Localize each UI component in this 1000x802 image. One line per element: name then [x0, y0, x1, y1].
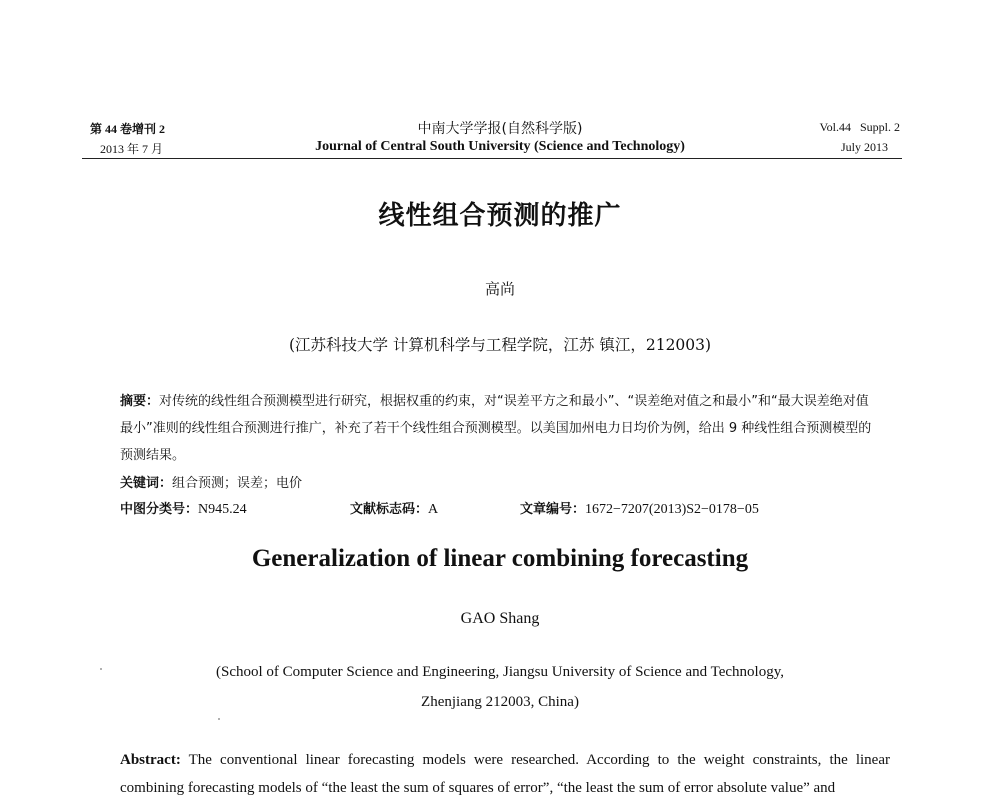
- keywords-text-zh: 组合预测；误差；电价: [172, 476, 303, 491]
- abstract-en: [120, 746, 890, 802]
- journal-name-zh: 中南大学学报(自然科学版): [417, 121, 583, 137]
- abstract-label-en: Abstract:: [120, 752, 181, 768]
- header-rule: [82, 158, 902, 159]
- journal-name-en: Journal of Central South University (Science and Technology): [315, 139, 685, 154]
- header-date-zh: 2013 年 7 月: [100, 142, 164, 156]
- header-date-en: July 2013: [840, 140, 888, 154]
- article-number: 文章编号：1672−7207(2013)S2−0178−05: [520, 502, 759, 517]
- keywords-zh: [120, 472, 302, 491]
- scan-speck: [100, 668, 102, 670]
- header-volume-en: Vol.44 Suppl. 2: [819, 120, 900, 134]
- keywords-label-zh: 关键词：: [120, 476, 173, 491]
- affiliation-zh: (江苏科技大学 计算机科学与工程学院，江苏 镇江，212003): [288, 336, 712, 354]
- header-volume-zh: 第 44 卷增刊 2: [90, 122, 166, 136]
- affiliation-en-line1: (School of Computer Science and Engineering, Jiangsu University of Science and Technology,: [216, 664, 784, 680]
- affiliation-en-line2: Zhenjiang 212003, China): [421, 694, 579, 710]
- author-en: GAO Shang: [460, 610, 540, 627]
- article-title-zh: 线性组合预测的推广: [378, 201, 622, 231]
- author-zh: 高尚: [484, 280, 515, 298]
- clc-number: 中图分类号：N945.24: [120, 502, 247, 517]
- article-title-en: Generalization of linear combining forecasting: [251, 545, 749, 572]
- abstract-text-en: The conventional linear forecasting models were researched. According to the weight constraints, the linear combining forecasting models of “the least the sum of squares of error”, “the least the sum of error absolute value” and: [120, 752, 890, 796]
- document-code: 文献标志码：A: [350, 502, 439, 517]
- scan-speck: [218, 718, 220, 720]
- abstract-zh: [120, 388, 880, 469]
- abstract-text-zh: 对传统的线性组合预测模型进行研究，根据权重的约束，对“误差平方之和最小”、“误差绝对值之和最小”和“最大误差绝对值最小”准则的线性组合预测进行推广，补充了若干个线性组合预测模型。以美国加州电力日均价为例，给出 9 种线性组合预测模型的预测结果。: [120, 394, 872, 463]
- abstract-label-zh: 摘要：: [120, 394, 160, 409]
